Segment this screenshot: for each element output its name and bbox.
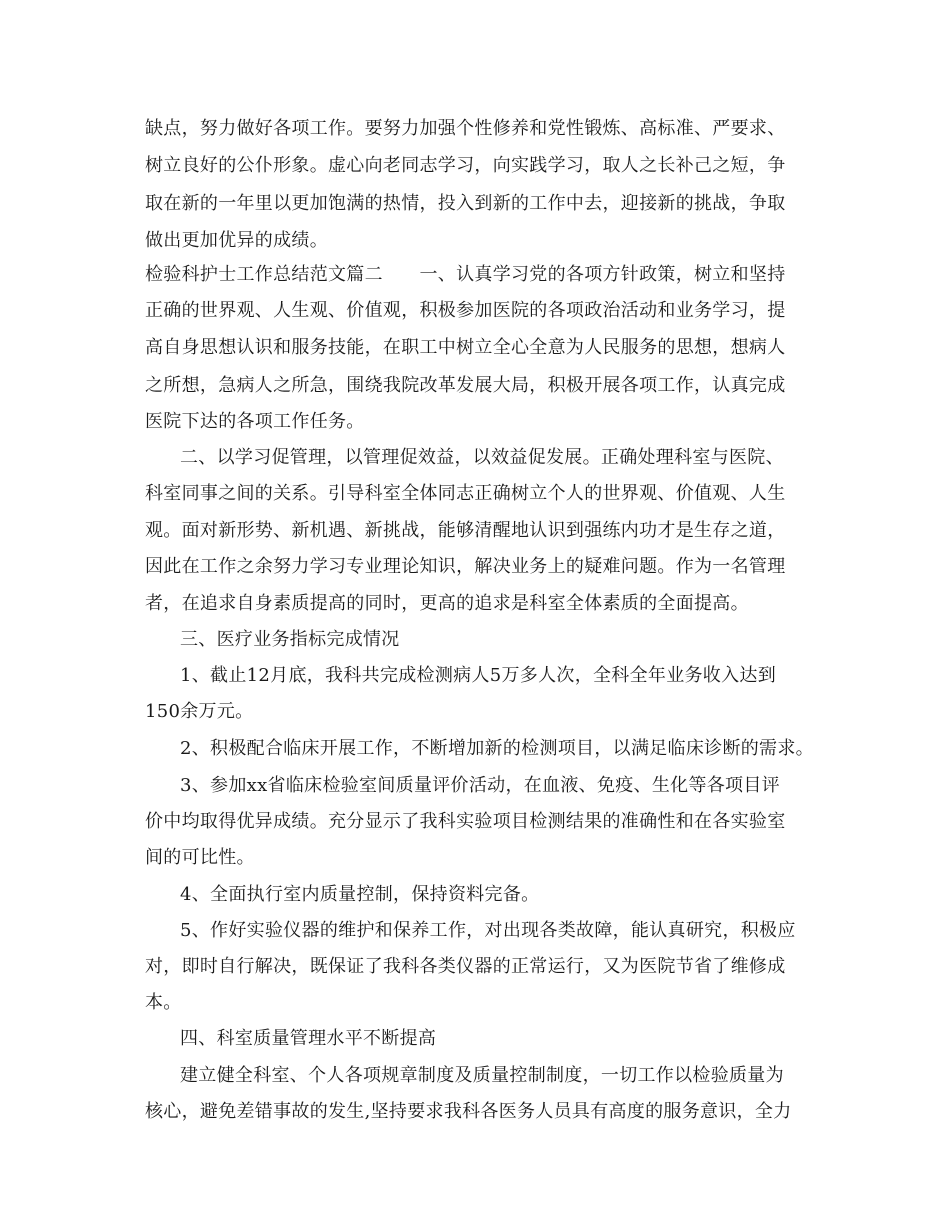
- paragraph-start-line: 二、以学习促管理，以管理促效益，以效益促发展。正确处理科室与医院、: [180, 447, 784, 468]
- text-line: 高自身思想认识和服务技能，在职工中树立全心全意为人民服务的思想，想病人: [145, 337, 786, 358]
- text-line: 正确的世界观、人生观、价值观，积极参加医院的各项政治活动和业务学习，提: [145, 300, 786, 321]
- text-line: 价中均取得优异成绩。充分显示了我科实验项目检测结果的准确性和在各实验室: [145, 811, 786, 832]
- paragraph-start-line: 建立健全科室、个人各项规章制度及质量控制制度，一切工作以检验质量为: [180, 1065, 784, 1086]
- text-line: 缺点，努力做好各项工作。要努力加强个性修养和党性锻炼、高标准、严要求、: [145, 118, 786, 139]
- text-line: 取在新的一年里以更加饱满的热情，投入到新的工作中去，迎接新的挑战，争取: [145, 193, 786, 214]
- paragraph-start-line: 3、参加xx省临床检验室间质量评价活动，在血液、免疫、生化等各项目评: [180, 775, 780, 796]
- text-line: 间的可比性。: [145, 847, 255, 868]
- text-line: 者，在追求自身素质提高的同时，更高的追求是科室全体素质的全面提高。: [145, 593, 749, 614]
- text-line: 医院下达的各项工作任务。: [145, 411, 365, 432]
- text-line: 150余万元。: [145, 701, 254, 722]
- section-heading-line: 四、科室质量管理水平不断提高: [180, 1028, 437, 1049]
- paragraph-start-line: 4、全面执行室内质量控制，保持资料完备。: [180, 884, 540, 905]
- text-line: 观。面对新形势、新机遇、新挑战，能够清醒地认识到强练内功才是生存之道，: [145, 520, 786, 541]
- text-line: 之所想，急病人之所急，围绕我院改革发展大局，积极开展各项工作，认真完成: [145, 375, 786, 396]
- section-heading-line: 三、医疗业务指标完成情况: [180, 629, 400, 650]
- paragraph-start-line: 1、截止12月底，我科共完成检测病人5万多人次，全科全年业务收入达到: [180, 665, 777, 686]
- text-line: 因此在工作之余努力学习专业理论知识，解决业务上的疑难问题。作为一名管理: [145, 556, 786, 577]
- text-line: 对，即时自行解决，既保证了我科各类仪器的正常运行，又为医院节省了维修成: [145, 956, 786, 977]
- text-line: 科室同事之间的关系。引导科室全体同志正确树立个人的世界观、价值观、人生: [145, 483, 786, 504]
- paragraph-start-line: 5、作好实验仪器的维护和保养工作，对出现各类故障，能认真研究，积极应: [180, 920, 796, 941]
- section-heading-line: 检验科护士工作总结范文篇二 一、认真学习党的各项方针政策，树立和坚持: [145, 264, 786, 285]
- text-line: 核心，避免差错事故的发生,坚持要求我科各医务人员具有高度的服务意识，全力: [145, 1101, 792, 1122]
- text-line: 做出更加优异的成绩。: [145, 230, 328, 251]
- paragraph-start-line: 2、积极配合临床开展工作，不断增加新的检测项目，以满足临床诊断的需求。: [180, 738, 814, 759]
- text-line: 树立良好的公仆形象。虚心向老同志学习，向实践学习，取人之长补己之短，争: [145, 155, 786, 176]
- text-line: 本。: [145, 992, 182, 1013]
